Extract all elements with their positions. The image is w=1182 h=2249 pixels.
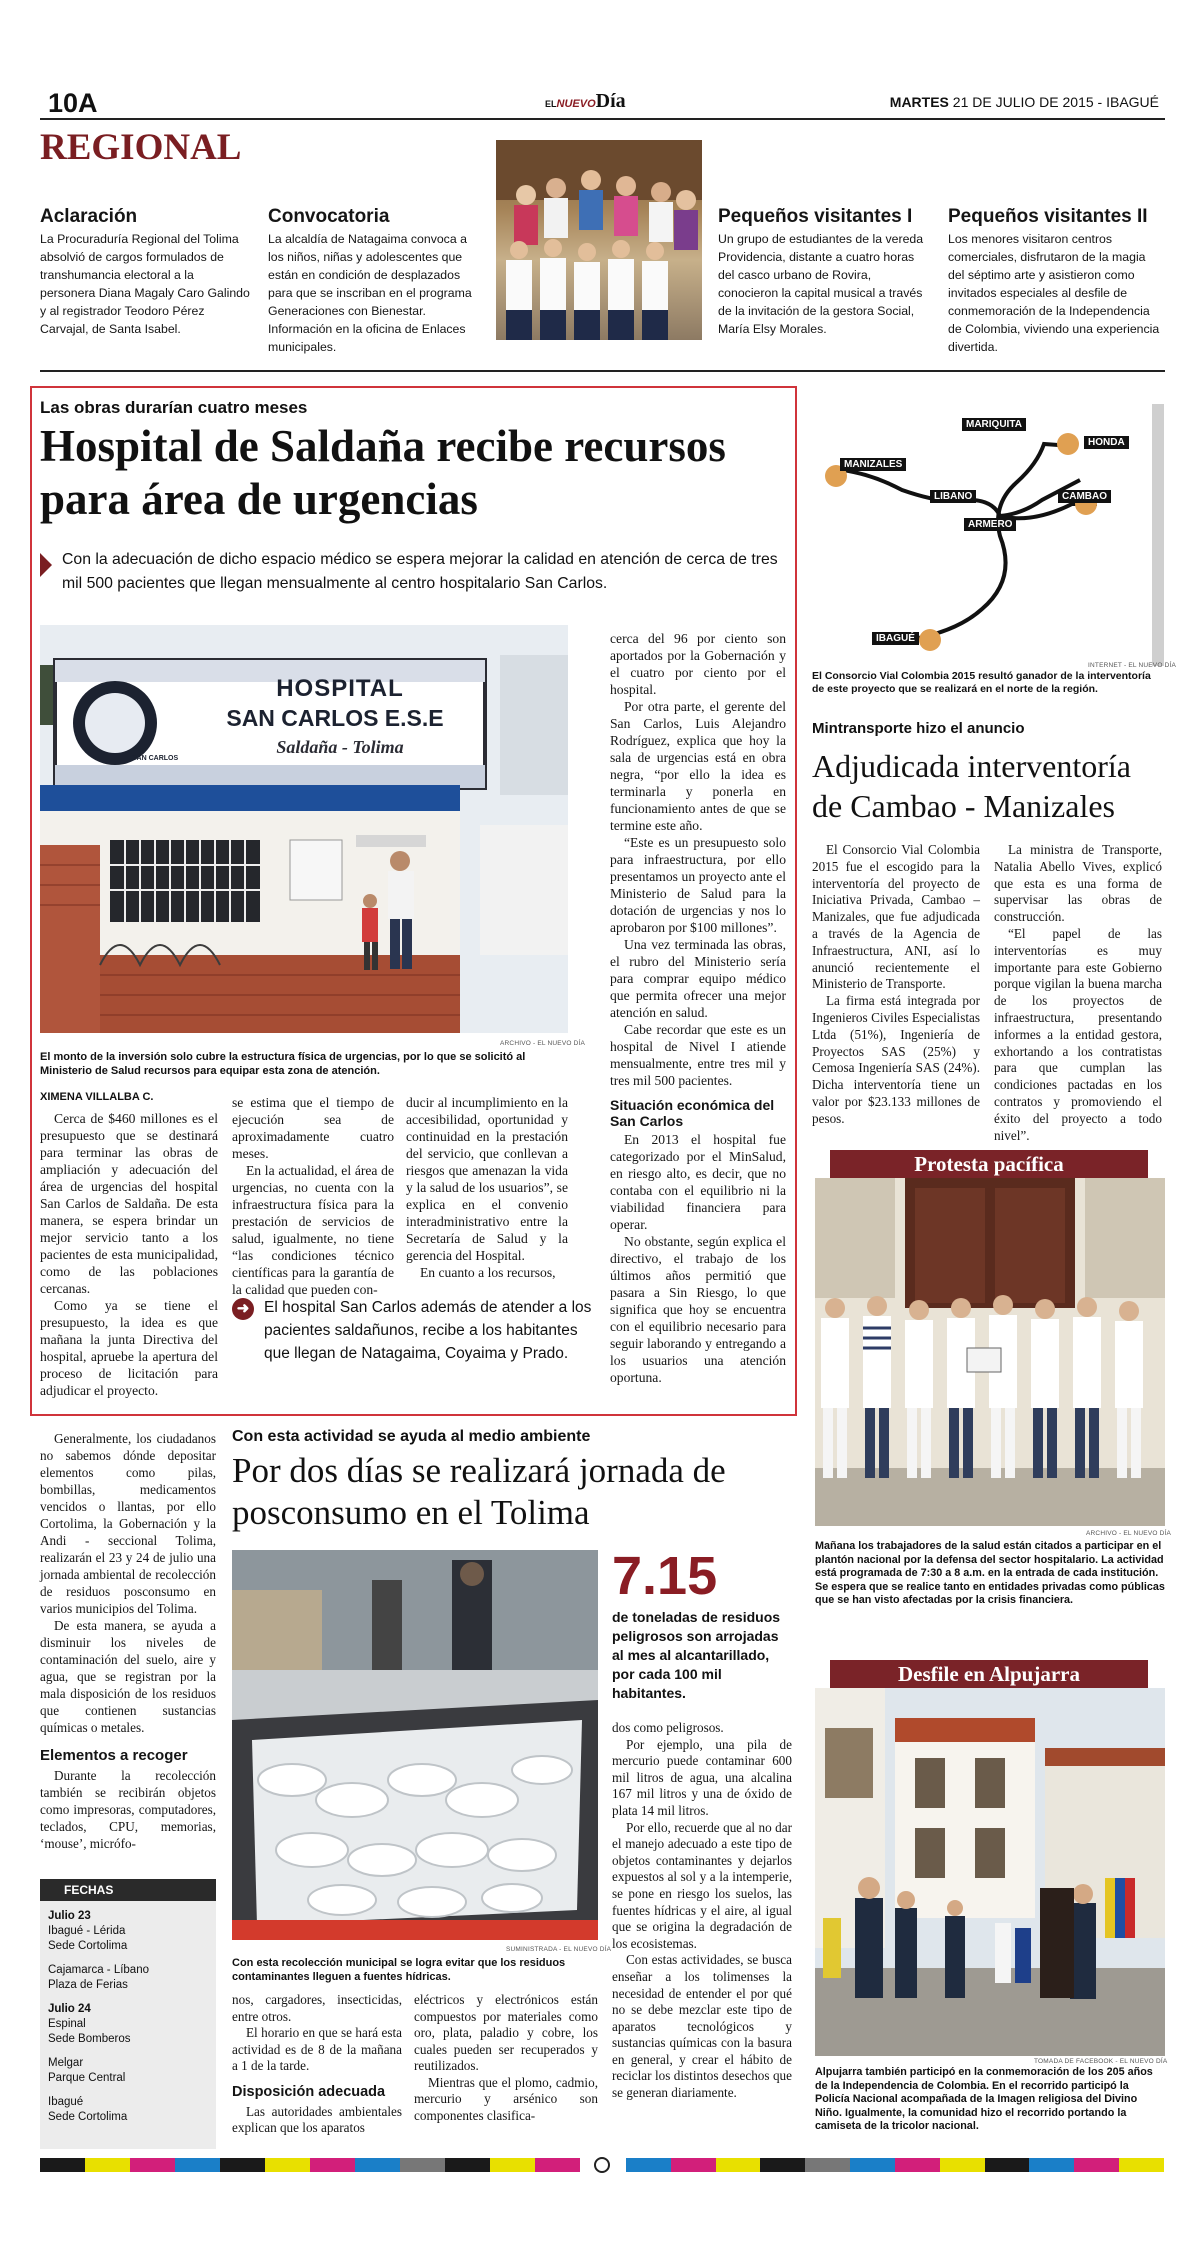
hospital-photo-caption: El monto de la inversión solo cubre la estructura física de urgencias, por lo que se solicitó al Ministerio de Salud recursos para equipar esta zona de atención. <box>40 1051 526 1077</box>
map-label-armero: ARMERO <box>964 518 1016 531</box>
posconsumo-photo-caption: Con esta recolección municipal se logra evitar que los residuos contaminantes lleguen a fuentes hídricas. <box>232 1957 566 1983</box>
fechas-title: FECHAS <box>40 1879 216 1901</box>
hospital-sign-line2: SAN CARLOS E.S.E <box>226 705 444 731</box>
posconsumo-left-col <box>40 1430 216 1852</box>
interventoria-kicker: Mintransporte hizo el anuncio <box>812 720 1025 737</box>
paragraph: Una vez terminada las obras, el rubro del Ministerio sería para comprar equipo médico que permita ofrecer una mejor atención en salud. <box>610 937 786 1020</box>
visitors-photo-art <box>496 140 702 340</box>
hospital-col-2 <box>232 1094 394 1298</box>
hospital-col-4 <box>610 630 786 1386</box>
paragraph: Por ello, recuerde que al no dar el manejo adecuado a este tipo de objetos contaminantes y dejarlos expuestos al sol y a la intemperie, se pone en riesgo los suelos, las fuentes hídricas y el aire, al igual que se origina la degradación de los ecosistemas. <box>612 1819 792 1951</box>
brief-title: Aclaración <box>40 206 138 227</box>
fecha-date: Julio 24 <box>48 2003 91 2015</box>
fecha-item <box>48 1963 212 1993</box>
protesta-photo <box>815 1178 1165 1526</box>
hospital-photo-credit: ARCHIVO - EL NUEVO DÍA <box>500 1040 586 1047</box>
posconsumo-mid-col-2 <box>414 1992 598 2124</box>
paragraph: ducir al incumplimiento en la accesibilidad, oportunidad y continuidad en la prestación del servicio, que conllevan a riesgos que amenazan la vida y la salud de los usuarios”, se explica en el convenio interadministrativo entre la Secretaría de Salud y la gerencia del Hospital. <box>406 1095 568 1263</box>
date-day: MARTES <box>889 94 949 110</box>
map-label-manizales: MANIZALES <box>840 458 906 471</box>
paragraph: El horario en que se hará esta actividad es de 8 de la mañana a 1 de la tarde. <box>232 2025 402 2073</box>
posconsumo-photo <box>232 1550 598 1940</box>
hospital-sign-line1: HOSPITAL <box>276 675 404 702</box>
paragraph: El Consorcio Vial Colombia 2015 fue el escogido para la interventoría del proyecto de Iniciativa Privada, Cambao – Manizales, que fue adjudicada a través de la Agencia de Infraestructura, ANI, así lo anunció recientemente el Ministerio de Transporte. <box>812 842 980 992</box>
posconsumo-subhead-2: Disposición adecuada <box>232 2083 386 2100</box>
masthead-rule <box>40 118 1165 120</box>
masthead <box>40 88 1165 124</box>
paragraph: eléctricos y electrónicos están compuestos por materiales como oro, plata, paladio y cobre, los cuales pueden ser recuperados y reutilizados. <box>414 1992 598 2073</box>
paragraph: Generalmente, los ciudadanos no sabemos dónde depositar elementos como pilas, bombillas, medicamentos vencidos o llantas, por ello Cortolima, la Gobernación y la Andi - seccional Tolima, realizarán el 23 y 24 de julio una jornada ambiental de recolección de residuos posconsumo en varios municipios del Tolima. <box>40 1431 216 1616</box>
posconsumo-photo-credit: SUMINISTRADA - EL NUEVO DÍA <box>506 1946 612 1953</box>
fechas-box <box>40 1879 216 2149</box>
fecha-item <box>48 2002 212 2047</box>
brief-text: La alcaldía de Natagaima convoca a los niños, niñas y adolescentes que están en condición de desplazados para que se inscriban en el programa Generaciones con Bienestar. Información en la oficina de Enlaces municipales. <box>268 232 472 354</box>
desfile-caption: Alpujarra también participó en la conmemoración de los 205 años de la Independencia de Colombia. En el recorrido participó la Policía Nacional acompañada de la Imagen religiosa del Divino Niño. Igualmente, la comunidad hizo el recorrido portando la camiseta de la tricolor nacional. <box>815 2066 1153 2133</box>
brief-title: Convocatoria <box>268 206 390 227</box>
posconsumo-kicker: Con esta actividad se ayuda al medio ambiente <box>232 1428 591 1445</box>
logo-mid: NUEVO <box>556 98 596 110</box>
paragraph: Cabe recordar que este es un hospital de Nivel I atiende mensualmente, entre tres mil y tres mil 500 pacientes. <box>610 1022 786 1088</box>
paragraph: “El papel de las interventorías es muy importante para este Gobierno porque vigilan la buena marcha de los proyectos de infraestructura, presentando informes a la entidad gestora, exhortando a los contratistas para que cumplan las condiciones pactadas en los contratos y promoviendo el éxito del proyecto a todo nivel”. <box>994 925 1162 1143</box>
fecha-place: Sede Cortolima <box>48 2111 128 2123</box>
paragraph: En 2013 el hospital fue categorizado por el MinSalud, en riesgo alto, es decir, que no contaba con el equilibrio ni la viabilidad financiera para operar. <box>610 1132 786 1232</box>
protesta-banner: Protesta pacífica <box>830 1150 1148 1178</box>
desfile-photo-art <box>815 1688 1165 2056</box>
fecha-place: Melgar <box>48 2057 84 2069</box>
fecha-item <box>48 2095 212 2125</box>
brief-text: La Procuraduría Regional del Tolima absolvió de cargos formulados de transhumancia electoral a la personera Diana Magaly Caro Galindo y al registrador Teodoro Pérez Carvajal, de Santa Isabel. <box>40 232 250 336</box>
brief-text: Un grupo de estudiantes de la vereda Providencia, distante a cuatro horas del casco urbano de Rovira, conocieron la capital musical a través de la invitación de la gestora Social, María Elsy Morales. <box>718 232 924 336</box>
hospital-col-1 <box>40 1110 218 1399</box>
page-number: 10A <box>48 88 98 118</box>
map-label-libano: LIBANO <box>930 490 976 503</box>
posconsumo-mid-col <box>232 1992 402 2137</box>
paragraph: se estima que el tiempo de ejecución sea de aproximadamente cuatro meses. <box>232 1095 394 1161</box>
logo-big: Día <box>595 90 626 112</box>
hospital-headline: Hospital de Saldaña recibe recursos para área de urgencias <box>40 421 726 524</box>
map-label-cambao: CAMBAO <box>1058 490 1111 503</box>
fecha-place: Plaza de Ferias <box>48 1979 128 1991</box>
hospital-deck-arrow <box>40 553 52 577</box>
paragraph: nos, cargadores, insecticidas, entre otros. <box>232 1992 402 2024</box>
date-rest: 21 DE JULIO DE 2015 - IBAGUÉ <box>952 94 1159 110</box>
paragraph: Durante la recolección también se recibirán objetos como impresoras, computadores, teclados, CPU, memorias, ‘mouse’, micrófo- <box>40 1768 216 1851</box>
brief-pequenos-visitantes-2 <box>948 206 1160 356</box>
briefs-rule <box>40 370 1165 372</box>
protesta-photo-art <box>815 1178 1165 1526</box>
logo <box>545 92 626 113</box>
arrow-icon: ➜ <box>232 1298 254 1320</box>
map-label-mariquita: MARIQUITA <box>962 418 1026 431</box>
fecha-item <box>48 2056 212 2086</box>
fecha-place: Espinal <box>48 2018 86 2030</box>
paragraph: No obstante, según explica el directivo, el trabajo de los últimos años permitió que pasara a Sin Riesgo, lo que significa que hoy se encuentra con el equilibrio necesario para seguir laborando y entregando a los usuarios una atención oportuna. <box>610 1234 786 1385</box>
color-registration-bar-left <box>40 2158 580 2172</box>
fechas-list <box>48 1909 212 2125</box>
paragraph: Por otra parte, el gerente del San Carlos, Luis Alejandro Rodríguez, explica que hoy la sala de urgencias está en obra negra, “por ello la idea es terminarla y ponerla en funcionamiento antes de que se termine este año. <box>610 699 786 833</box>
brief-convocatoria <box>268 206 480 356</box>
protesta-photo-credit: ARCHIVO - EL NUEVO DÍA <box>1086 1530 1172 1537</box>
desfile-banner: Desfile en Alpujarra <box>830 1660 1148 1688</box>
hospital-sign-line3: Saldaña - Tolima <box>276 737 404 757</box>
fecha-place: Sede Bomberos <box>48 2033 131 2045</box>
page-date <box>890 94 1159 110</box>
hospital-deck: Con la adecuación de dicho espacio médico se espera mejorar la calidad en atención de cerca de tres mil 500 pacientes que llegan mensualmente al centro hospitalario San Carlos. <box>62 551 778 592</box>
paragraph: La firma está integrada por Ingenieros Civiles Especialistas Ltda (51%), Ingeniería de Proyectos SAS (25%) y Cemosa Ingeniería SAS (24%). Dicha interventoría tiene un valor por $23.133 millones de pesos. <box>812 993 980 1126</box>
posconsumo-headline: Por dos días se realizará jornada de posconsumo en el Tolima <box>232 1451 726 1532</box>
paragraph: Cerca de $460 millones es el presupuesto que se destinará para terminar las obras de ampliación y adecuación del área de urgencias del hospital San Carlos de Saldaña. De esta manera, se espera brindar un mejor servicio tanto a los pacientes de esta municipalidad, como de las poblaciones cercanas. <box>40 1111 218 1296</box>
fecha-date: Julio 23 <box>48 1910 91 1922</box>
brief-aclaracion <box>40 206 252 338</box>
posconsumo-photo-art <box>232 1550 598 1940</box>
fecha-place: Parque Central <box>48 2072 126 2084</box>
desfile-photo-credit: TOMADA DE FACEBOOK - EL NUEVO DÍA <box>1034 2058 1168 2065</box>
stat-number: 7.15 <box>612 1546 718 1606</box>
map-label-honda: HONDA <box>1084 436 1129 449</box>
map-caption: El Consorcio Vial Colombia 2015 resultó ganador de la interventoría de este proyecto que se realizará en el norte de la región. <box>812 670 1151 695</box>
interventoria-col-1 <box>812 842 980 1128</box>
paragraph: Mientras que el plomo, cadmio, mercurio y arsénico son componentes clasifica- <box>414 2074 598 2123</box>
paragraph: De esta manera, se ayuda a disminuir los niveles de contaminación del suelo, aire y agua, que se registran por la mala disposición de los residuos que contienen sustancias químicas o metales. <box>40 1618 216 1735</box>
interventoria-col-2 <box>994 842 1162 1144</box>
paragraph: En la actualidad, el área de urgencias, no cuenta con la infraestructura física para la prestación de servicios de salud, igualmente, no tiene “las condiciones técnico científicas para la garantía de la calidad que pueden con- <box>232 1163 394 1297</box>
route-map <box>812 404 1164 666</box>
map-label-ibague: IBAGUÉ <box>872 632 919 645</box>
protesta-caption: Mañana los trabajadores de la salud están citados a participar en el plantón nacional por la defensa del sector hospitalario. La actividad está programada de 7:30 a 8 a.m. en la entrada de cada institución. Se espera que se realice tanto en entidades privadas como públicas que se han visto afectadas por la crisis financiera. <box>815 1540 1165 1607</box>
brief-title: Pequeños visitantes II <box>948 206 1148 227</box>
fecha-place: Ibagué <box>48 2096 84 2108</box>
color-registration-bar-right <box>626 2158 1164 2172</box>
paragraph: dos como peligrosos. <box>612 1720 724 1735</box>
posconsumo-right-col <box>612 1720 792 2102</box>
paragraph: “Este es un presupuesto solo para infraestructura, por ello presentamos un proyecto ante el Ministerio de Salud para la dotación de urgencias y nos lo aprobaron por $100 millones”. <box>610 835 786 935</box>
hospital-byline: XIMENA VILLALBA C. <box>40 1091 154 1103</box>
paragraph: cerca del 96 por ciento son aportados por la Gobernación y el cuatro por ciento por el hospital. <box>610 631 786 697</box>
interventoria-headline: Adjudicada interventoría de Cambao - Manizales <box>812 748 1131 824</box>
brief-pequenos-visitantes-1 <box>718 206 928 338</box>
posconsumo-subhead-1: Elementos a recoger <box>40 1747 188 1764</box>
paragraph: Como ya se tiene el presupuesto, la idea es que mañana la junta Directiva del hospital, apruebe la apertura del proceso de licitación para adjudicar el proyecto. <box>40 1298 218 1398</box>
brief-title: Pequeños visitantes I <box>718 206 913 227</box>
hospital-sign-logo: SAN CARLOS <box>131 755 179 762</box>
section-title: REGIONAL <box>40 127 242 168</box>
paragraph: En cuanto a los recursos, <box>420 1265 556 1280</box>
hospital-subhead: Situación económica del San Carlos <box>610 1097 775 1129</box>
fecha-item <box>48 1909 212 1954</box>
paragraph: Con estas actividades, se busca enseñar a los tolimenses la necesidad de entender el por qué no se debe mezclar este tipo de aparatos tecnológicos y sustancias químicas con la basura en general, y crear el hábito de reciclar los distintos desechos que se generan diariamente. <box>612 1952 792 2101</box>
brief-text: Los menores visitaron centros comerciales, disfrutaron de la magia del séptimo arte y asistieron como invitados especiales al desfile de conmemoración de la Independencia de Colombia, viviendo una experiencia divertida. <box>948 232 1160 354</box>
pullquote-text: El hospital San Carlos además de atender a los pacientes saldañunos, recibe a los habitantes que llegan de Natagaima, Coyaima y Prado. <box>264 1299 592 1362</box>
fecha-place: Ibagué - Lérida <box>48 1925 126 1937</box>
hospital-kicker: Las obras durarían cuatro meses <box>40 398 308 417</box>
hospital-photo <box>40 625 568 1033</box>
hospital-col-3 <box>406 1094 568 1281</box>
map-credit: INTERNET - EL NUEVO DÍA <box>1088 662 1177 669</box>
paragraph: Las autoridades ambientales explican que los aparatos <box>232 2103 402 2135</box>
visitors-photo <box>496 140 702 340</box>
fecha-place: Cajamarca - Líbano <box>48 1964 149 1976</box>
stat-text: de toneladas de residuos peligrosos son arrojadas al mes al alcantarillado, por cada 100 mil habitantes. <box>612 1609 781 1701</box>
paragraph: La ministra de Transporte, Natalia Abello Vives, explicó que esta es una forma de supervisar las obras de construcción. <box>994 842 1162 925</box>
registration-mark-icon <box>594 2157 610 2173</box>
desfile-photo <box>815 1688 1165 2056</box>
logo-small: EL <box>545 99 557 109</box>
paragraph: Por ejemplo, una pila de mercurio puede contaminar 600 mil litros de agua, una alcalina 167 mil litros y una de óxido de plata 14 mil litros. <box>612 1736 792 1818</box>
fecha-place: Sede Cortolima <box>48 1940 128 1952</box>
